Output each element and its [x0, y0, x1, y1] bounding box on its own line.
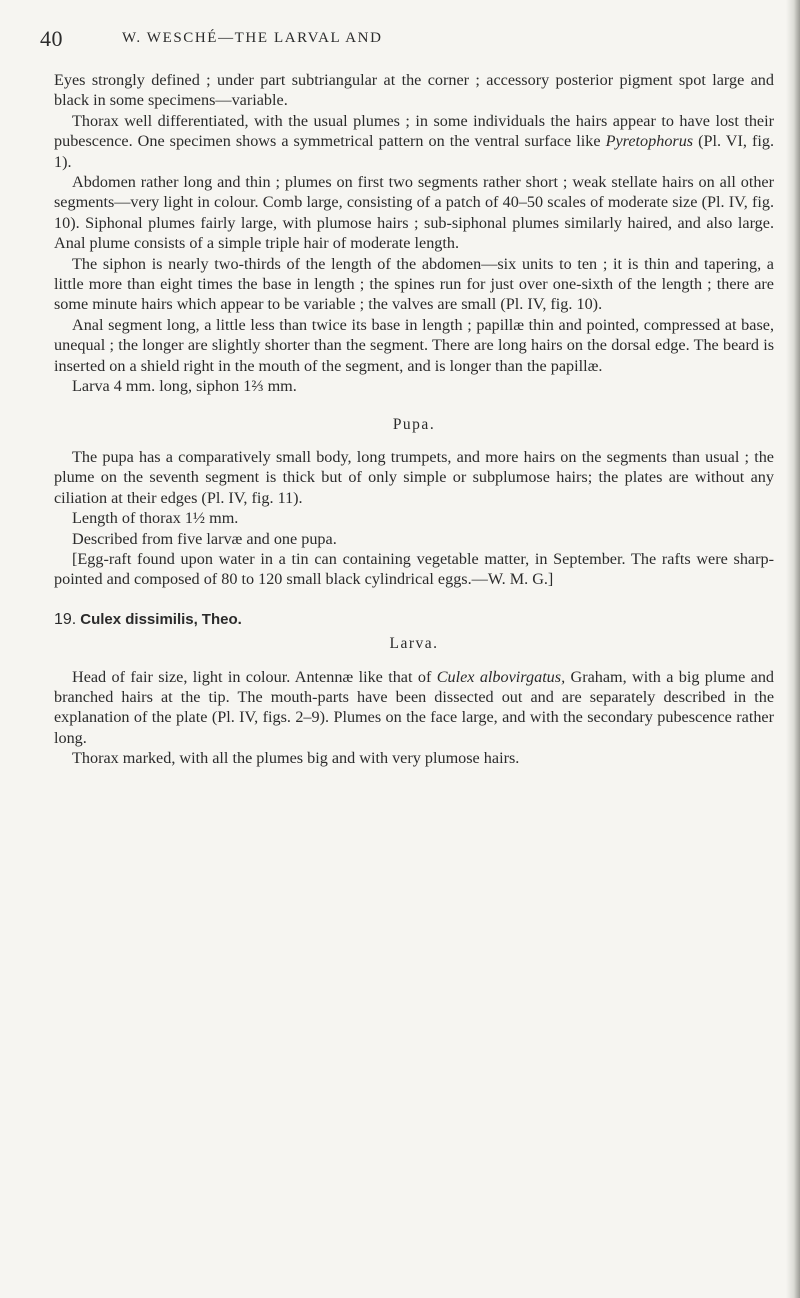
page-number: 40 [40, 26, 63, 51]
paragraph-siphon: The siphon is nearly two-thirds of the length of the abdomen—six units to ten ; it is thin and tapering, a little more than eight times the base in length ; the spines run for just over one-sixth of the length ; there are some minute hairs which appear to be variable ; the valves are small (Pl. IV, fig. 10). [54, 254, 774, 314]
species-heading [54, 610, 774, 630]
page-edge-shadow [786, 0, 800, 1298]
running-head: W. WESCHÉ—THE LARVAL AND [122, 30, 383, 46]
page-body [54, 70, 774, 769]
paragraph-abdomen: Abdomen rather long and thin ; plumes on first two segments rather short ; weak stellate hairs on all other segments—very light in colour. Comb large, consisting of a patch of 40–50 scales of moderate size (Pl. IV, fig. 10). Siphonal plumes fairly large, with plumose hairs ; sub-siphonal plumes similarly haired, and also large. Anal plume consists of a simple triple hair of moderate length. [54, 173, 774, 253]
larva-heading: Larva. [389, 635, 439, 653]
genus-name: Pyretophorus [605, 132, 694, 151]
paragraph-larva-size: Larva 4 mm. long, siphon 1⅔ mm. [72, 377, 297, 396]
paragraph-eyes: Eyes strongly defined ; under part subtriangular at the corner ; accessory posterior pigment spot large and black in some specimens—variable. [54, 71, 774, 110]
species-author: Theo. [201, 610, 242, 628]
paragraph-egg-raft: [Egg-raft found upon water in a tin can containing vegetable matter, in September. The rafts were sharp-pointed and composed of 80 to 120 small black cylindrical eggs.—W. M. G.] [54, 549, 774, 589]
paragraph-pupa-body: The pupa has a comparatively small body, long trumpets, and more hairs on the segments than usual ; the plume on the seventh segment is thick but of only simple or subplumose hairs; the plates are without any ciliation at their edges (Pl. IV, fig. 11). [54, 447, 774, 507]
pupa-heading: Pupa. [392, 415, 436, 433]
paragraph-described: Described from five larvæ and one pupa. [72, 529, 337, 548]
species-reference: Culex albovirgatus, [436, 667, 566, 686]
species-name: Culex dissimilis, [80, 610, 198, 628]
paragraph-head: Head of fair size, light in colour. Antennæ like that of Culex albovirgatus, Graham, with a big plume and branched hairs at the tip. The mouth-parts have been dissected out and are separately described in the explanation of the plate (Pl. IV, figs. 2–9). Plumes on the face large, and with the secondary pubescence rather long. [54, 667, 775, 747]
paragraph-thorax: Thorax well differentiated, with the usual plumes ; in some individuals the hairs appear to have lost their pubescence. One specimen shows a symmetrical pattern on the ventral surface like Pyretophorus (Pl. VI, fig. 1). [54, 111, 774, 171]
paragraph-anal-segment: Anal segment long, a little less than twice its base in length ; papillæ thin and pointed, compressed at base, unequal ; the longer are slightly shorter than the segment. There are long hairs on the dorsal edge. The beard is inserted on a shield right in the mouth of the segment, and is longer than the papillæ. [54, 315, 774, 375]
paragraph-thorax-2: Thorax marked, with all the plumes big and with very plumose hairs. [72, 749, 520, 768]
page-header [40, 26, 760, 50]
species-number: 19. [54, 610, 77, 628]
paragraph-thorax-length: Length of thorax 1½ mm. [72, 509, 239, 528]
